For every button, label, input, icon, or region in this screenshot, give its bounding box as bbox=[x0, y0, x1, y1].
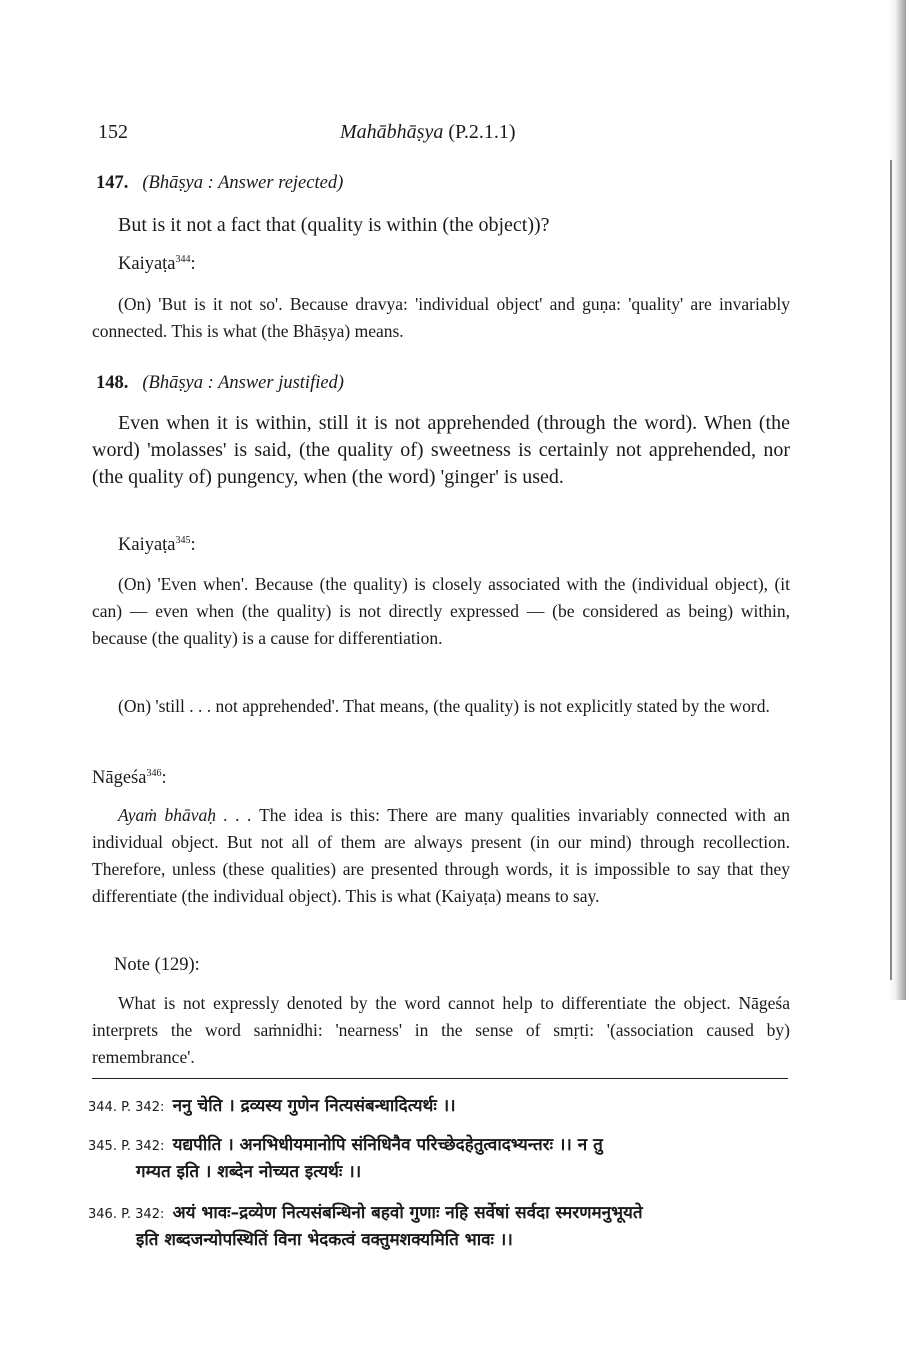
footnote-marker-344: 344 bbox=[175, 254, 191, 265]
nagesa-text bbox=[92, 802, 790, 910]
page-edge-line bbox=[890, 160, 892, 980]
kaiyata-label-text: Kaiyaṭa bbox=[118, 254, 176, 275]
footnote-rule bbox=[92, 1078, 788, 1079]
section-147-kaiyata-text: (On) 'But is it not so'. Because dravya: 'individual object' and guṇa: 'quality' are invariably connected. This is what (the Bhāṣya) means. bbox=[92, 294, 790, 341]
footnote-ref: 346. P. 342: bbox=[88, 1207, 165, 1222]
note-text: What is not expressly denoted by the word cannot help to differentiate the object. Nāgeśa interprets the word saṁnidhi: 'nearness' in the sense of smṛti: '(association caused by) remembrance'. bbox=[92, 993, 790, 1067]
footnote-marker-345: 345 bbox=[175, 535, 191, 546]
section-147-title: (Bhāṣya : Answer rejected) bbox=[142, 173, 344, 193]
section-147-kaiyata-label: Kaiyaṭa$^{344}$: bbox=[118, 254, 196, 275]
note-label: Note (129): bbox=[114, 955, 200, 975]
footnote-346 bbox=[88, 1200, 792, 1250]
section-148-bhasya: Even when it is within, still it is not apprehended (through the word). When (the word) 'molasses' is said, (the quality of) sweetness is certainly not apprehended, nor (the quality of) pungency, when (the word) 'ginger' is used. bbox=[92, 412, 790, 488]
section-147-bhasya: But is it not a fact that (quality is within (the object))? bbox=[118, 214, 550, 236]
footnote-345 bbox=[88, 1132, 792, 1182]
section-148-number: 148. bbox=[96, 373, 129, 393]
page-number: 152 bbox=[98, 121, 128, 143]
footnote-sanskrit: अयं भावः–द्रव्येण नित्यसंबन्धिनो बहवो गुणाः नहि सर्वेषां सर्वदा स्मरणमनुभूयते bbox=[172, 1203, 643, 1223]
footnote-sanskrit: यद्यपीति । अनभिधीयमानोपि संनिधिनैव परिच्छेदहेतुत्वादभ्यन्तरः ।। न तु bbox=[172, 1135, 603, 1155]
footnote-ref: 345. P. 342: bbox=[88, 1139, 165, 1154]
kaiyata-label-text: Kaiyaṭa bbox=[118, 535, 176, 556]
sutra-reference: (P.2.1.1) bbox=[448, 121, 516, 143]
section-148-heading bbox=[96, 373, 794, 394]
nagesa-lead: Ayaṁ bhāvaḥ . . . bbox=[118, 805, 252, 825]
section-148-kaiyata-text-1: (On) 'Even when'. Because (the quality) is closely associated with the (individual object), (it can) — even when (the quality) is not directly expressed — (be considered as being) within, because (the quality) is a cause for differentiation. bbox=[92, 574, 790, 648]
footnote-ref: 344. P. 342: bbox=[88, 1100, 165, 1115]
section-147-number: 147. bbox=[96, 173, 129, 193]
nagesa-explanation: The idea is this: There are many qualities invariably connected with an individual object. But not all of them are always present (in our mind) through recollection. Therefore, unless (these qualities) are presented through words, it is impossible to say that they differentiate (the individual object). This is what (Kaiyaṭa) means to say. bbox=[92, 805, 791, 906]
running-title bbox=[340, 121, 516, 144]
book-title: Mahābhāṣya bbox=[340, 121, 444, 143]
footnote-sanskrit-continued: गम्यत इति । शब्देन नोच्यत इत्यर्थः ।। bbox=[136, 1162, 362, 1182]
footnote-344 bbox=[88, 1093, 792, 1116]
nagesa-label-text: Nāgeśa bbox=[92, 768, 147, 789]
section-147-heading bbox=[96, 173, 794, 194]
section-148-kaiyata-label: Kaiyaṭa$^{345}$: bbox=[118, 535, 196, 556]
footnote-sanskrit-continued: इति शब्दजन्योपस्थितिं विना भेदकत्वं वक्तुमशक्यमिति भावः ।। bbox=[136, 1230, 513, 1250]
section-148-title: (Bhāṣya : Answer justified) bbox=[142, 373, 344, 393]
section-148-kaiyata-text-2: (On) 'still . . . not apprehended'. That means, (the quality) is not explicitly stated by the word. bbox=[118, 696, 770, 716]
nagesa-label: Nāgeśa$^{346}$: bbox=[92, 768, 167, 789]
footnote-marker-346: 346 bbox=[146, 768, 162, 779]
footnote-sanskrit: ननु चेति । द्रव्यस्य गुणेन नित्यसंबन्धादित्यर्थः ।। bbox=[172, 1096, 456, 1116]
